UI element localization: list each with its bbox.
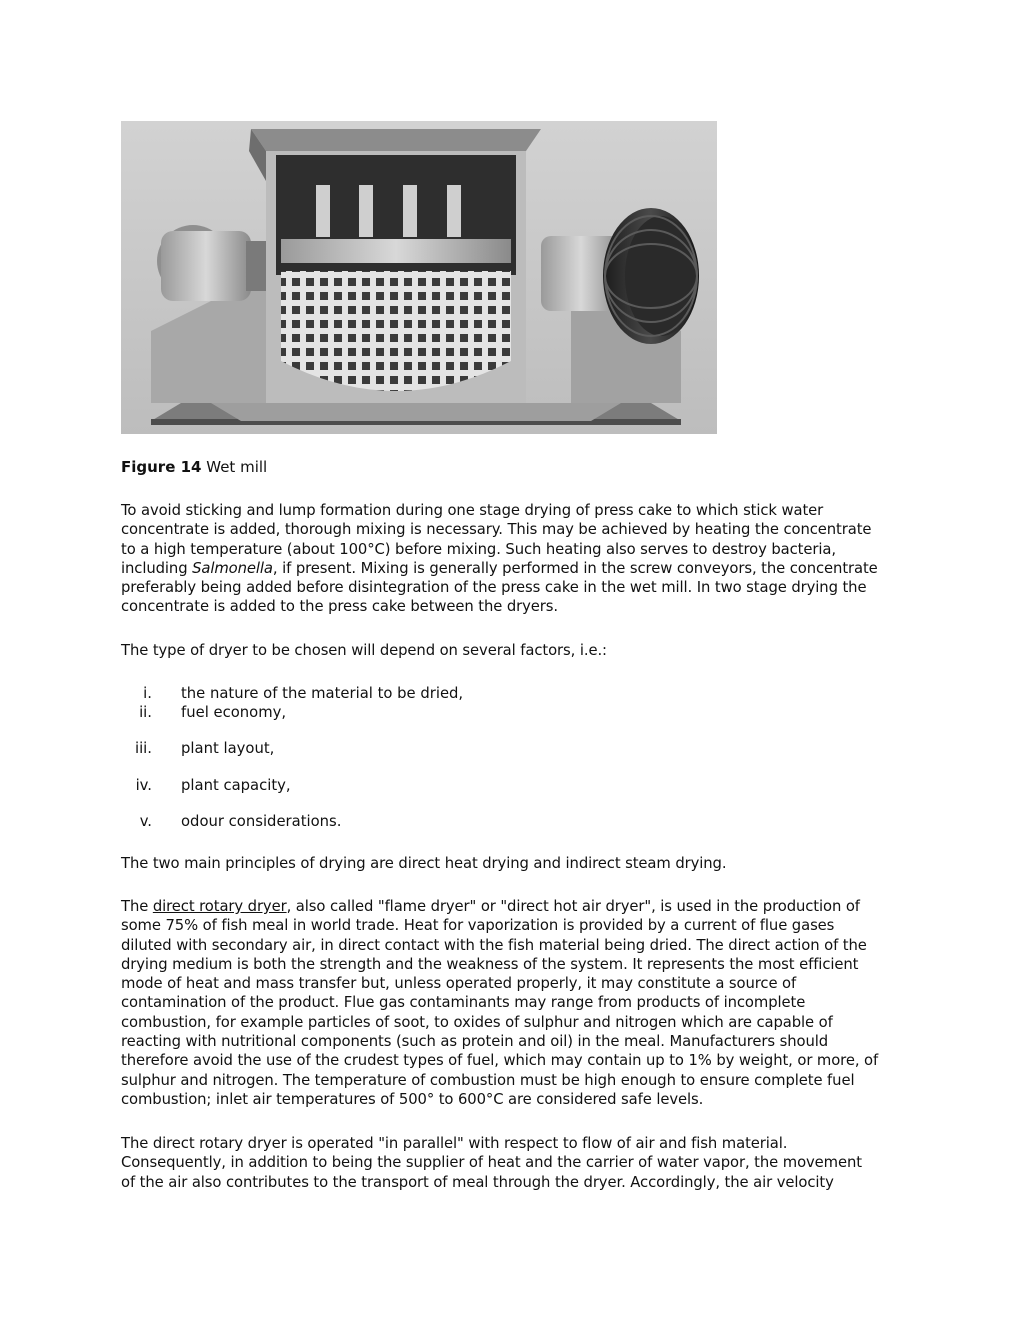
text-line: diluted with secondary air, in direct contact with the fish material being dried. The direct action of the	[121, 936, 867, 954]
list-number: v.	[139, 813, 152, 830]
direct-rotary-dryer-link[interactable]: direct rotary dryer	[152, 898, 287, 915]
text-line: reacting with nutritional components (such as protein and oil) in the meal. Manufacturers should	[121, 1033, 829, 1051]
text-line: contamination of the product. Flue gas contaminants may range from products of incomplete	[121, 994, 806, 1012]
text-line: drying medium is both the strength and the weakness of the system. It represents the most efficient	[121, 955, 859, 973]
list-text: plant capacity,	[181, 777, 291, 794]
text-line: The two main principles of drying are direct heat drying and indirect steam drying.	[121, 855, 727, 872]
paragraph-mixing	[121, 501, 878, 617]
paragraph-dryer-factors	[121, 641, 607, 660]
text-line: of the air also contributes to the transport of meal through the dryer. Accordingly, the air velocity	[121, 1173, 834, 1191]
list-number: iv.	[135, 777, 152, 794]
list-text: fuel economy,	[181, 704, 287, 721]
paragraph-principles	[121, 854, 726, 873]
wet-mill-photo	[121, 121, 717, 434]
text-line: to a high temperature (about 100°C) before mixing. Such heating also serves to destroy bacteria,	[121, 540, 836, 558]
text-line: some 75% of fish meal in world trade. Heat for vaporization is provided by a current of flue gases	[121, 917, 835, 935]
figure-caption-text: Wet mill	[201, 458, 268, 476]
text-line: The direct rotary dryer is operated "in parallel" with respect to flow of air and fish material.	[121, 1135, 788, 1152]
list-text: the nature of the material to be dried,	[181, 685, 464, 702]
figure-caption-label: Figure 14	[121, 458, 202, 476]
text-line: concentrate is added, thorough mixing is necessary. This may be achieved by heating the concentrate	[121, 521, 872, 539]
text-line: sulphur and nitrogen. The temperature of combustion must be high enough to ensure complete fuel	[121, 1071, 855, 1089]
text-line: The type of dryer to be chosen will depend on several factors, i.e.:	[121, 642, 607, 659]
text-fragment: , if present. Mixing is generally performed in the screw conveyors, the concentrate	[272, 559, 878, 577]
figure-caption	[121, 457, 267, 477]
text-fragment: The	[121, 898, 153, 915]
list-text: odour considerations.	[181, 813, 342, 830]
list-number: iii.	[134, 740, 152, 757]
text-line: therefore avoid the use of the crudest types of fuel, which may contain up to 1% by weight, or more, of	[121, 1052, 879, 1070]
text-line	[121, 559, 878, 578]
text-line: mode of heat and mass transfer but, unless operated properly, it may constitute a source of	[121, 975, 797, 993]
text-line: combustion; inlet air temperatures of 500° to 600°C are considered safe levels.	[121, 1090, 704, 1108]
text-line: preferably being added before disintegration of the press cake in the wet mill. In two stage drying the	[121, 579, 867, 597]
paragraph-direct-rotary-dryer	[121, 897, 878, 1109]
list-text: plant layout,	[181, 740, 275, 757]
text-fragment: including	[121, 559, 193, 577]
text-line: concentrate is added to the press cake between the dryers.	[121, 598, 559, 616]
list-number: ii.	[139, 704, 152, 721]
list-number: i.	[143, 685, 152, 702]
paragraph-parallel-operation	[121, 1134, 862, 1192]
salmonella-term: Salmonella	[192, 559, 273, 577]
text-fragment: , also called "flame dryer" or "direct hot air dryer", is used in the production of	[286, 898, 860, 915]
text-line	[121, 897, 878, 916]
text-line: To avoid sticking and lump formation during one stage drying of press cake to which stick water	[121, 502, 824, 519]
text-line: Consequently, in addition to being the supplier of heat and the carrier of water vapor, the movement	[121, 1154, 862, 1172]
text-line: combustion, for example particles of soot, to oxides of sulphur and nitrogen which are capable of	[121, 1013, 833, 1031]
wet-mill-illustration	[121, 121, 717, 434]
